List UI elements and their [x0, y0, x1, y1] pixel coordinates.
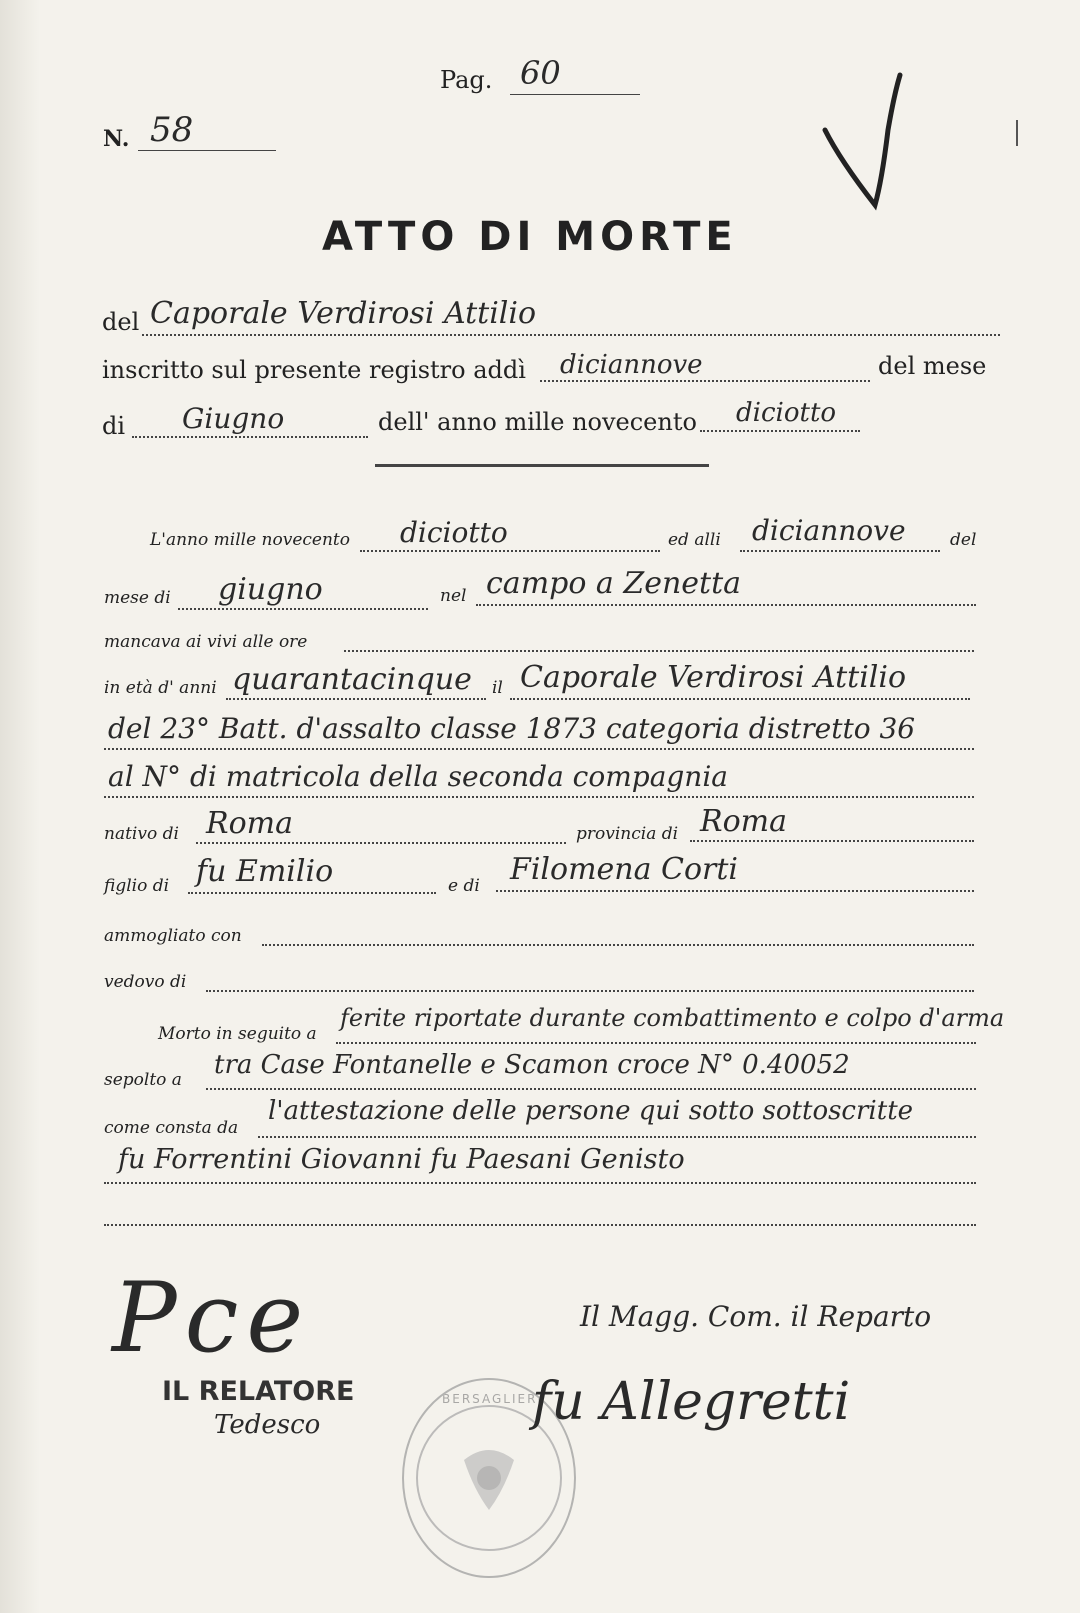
left-signature: Pce — [112, 1262, 312, 1374]
del-label: del — [102, 308, 140, 336]
section-divider — [375, 464, 709, 467]
document-title: ATTO DI MORTE — [322, 214, 738, 260]
inscritto-label: inscritto sul presente registro addì — [102, 356, 526, 384]
mancava-label: mancava ai vivi alle ore — [104, 632, 308, 652]
anno-label: dell' anno mille novecento — [378, 408, 697, 436]
sepolto-label: sepolto a — [104, 1070, 182, 1090]
di-label: di — [102, 412, 126, 440]
inscritto-day: diciannove — [560, 350, 703, 380]
page-label: Pag. — [440, 66, 493, 94]
stamp-text: BERSAGLIERI — [442, 1392, 543, 1406]
number-label: N. — [103, 126, 130, 152]
commander-title: Il Magg. Com. il Reparto — [580, 1300, 932, 1333]
commander-signature: fu Allegretti — [532, 1372, 851, 1432]
figlio-label: figlio di — [104, 876, 170, 896]
death-place: campo a Zenetta — [486, 566, 742, 601]
alli-label: ed alli — [668, 530, 721, 550]
inscritto-month: Giugno — [182, 402, 285, 435]
relatore-label: IL RELATORE — [162, 1376, 355, 1407]
provincia-label: provincia di — [576, 824, 679, 844]
deceased-name-2: Caporale Verdirosi Attilio — [520, 660, 907, 695]
morto-label: Morto in seguito a — [158, 1024, 317, 1044]
death-year: diciotto — [400, 516, 508, 549]
nativo-label: nativo di — [104, 824, 179, 844]
ammogliato-label: ammogliato con — [104, 926, 242, 946]
check-mark-icon — [820, 70, 910, 220]
death-day: diciannove — [752, 514, 906, 547]
burial-place: tra Case Fontanelle e Scamon croce N° 0.40052 — [214, 1050, 850, 1080]
attestation: l'attestazione delle persone qui sotto sottoscritte — [268, 1096, 914, 1126]
unit-line: del 23° Batt. d'assalto classe 1873 categoria distretto 36 — [108, 712, 916, 745]
death-month: giugno — [218, 572, 323, 607]
anno-label-2: L'anno mille novecento — [150, 530, 350, 550]
nel-label: nel — [440, 586, 467, 606]
inscritto-year: diciotto — [736, 398, 837, 428]
il-label: il — [492, 678, 503, 698]
province: Roma — [700, 804, 787, 839]
eta-label: in età d' anni — [104, 678, 217, 698]
page-edge-shadow — [0, 0, 40, 1613]
page-number: 60 — [520, 54, 561, 92]
relatore-signature: Tedesco — [214, 1410, 321, 1440]
mother-name: Filomena Corti — [510, 852, 739, 887]
del-label-2: del — [950, 530, 977, 550]
father-name: fu Emilio — [196, 854, 334, 889]
e-di-label: e di — [448, 876, 480, 896]
consta-label: come consta da — [104, 1118, 239, 1138]
margin-mark — [1016, 120, 1018, 146]
witnesses: fu Forrentini Giovanni fu Paesani Genisto — [118, 1144, 685, 1175]
cause-of-death: ferite riportate durante combattimento e colpo d'arma — [340, 1004, 1005, 1032]
mese-label: mese di — [104, 588, 171, 608]
act-number: 58 — [150, 110, 194, 150]
vedovo-label: vedovo di — [104, 972, 187, 992]
del-mese-label: del mese — [878, 352, 987, 380]
birthplace: Roma — [206, 806, 293, 841]
age: quarantacinque — [232, 662, 472, 697]
matricola-line: al N° di matricola della seconda compagnia — [108, 760, 728, 793]
deceased-name: Caporale Verdirosi Attilio — [150, 296, 537, 331]
